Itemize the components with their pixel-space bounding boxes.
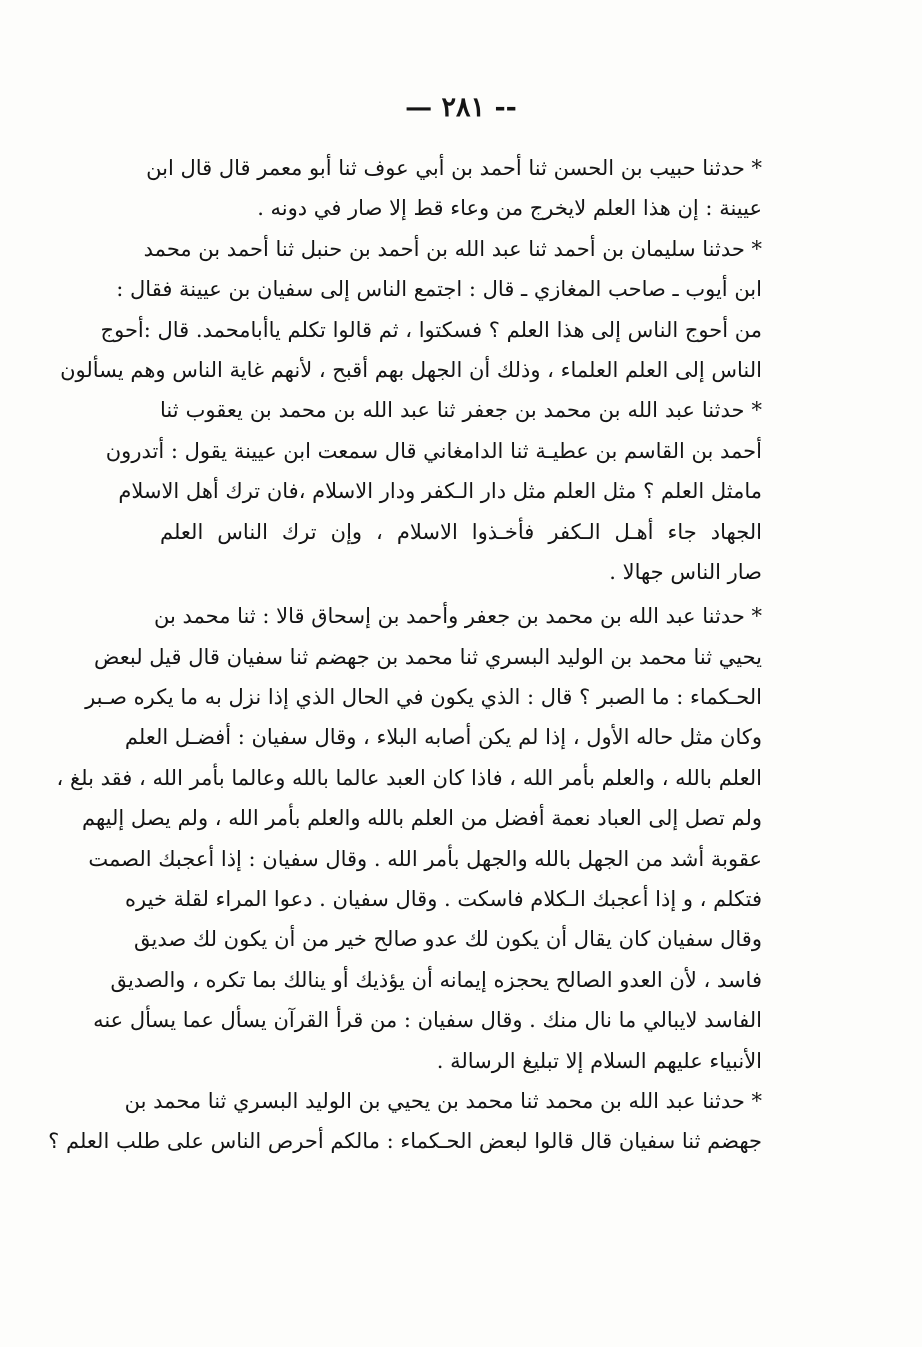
text-line: عيينة : إن هذا العلم لايخرج من وعاء قط إلا صار في دونه . (257, 196, 762, 221)
text-line: مامثل العلم ؟ مثل العلم مثل دار الـكفر ودار الاسلام ،فان ترك أهل الاسلام (118, 479, 762, 504)
text-line: عقوبة أشد من الجهل بالله والجهل بأمر الله . وقال سفيان : إذا أعجبك الصمت (88, 846, 762, 871)
text-line: من أحوج الناس إلى هذا العلم ؟ فسكتوا ، ثم قالوا تكلم ياأبامحمد. قال :أحوج (100, 317, 762, 342)
body-text (48, 148, 762, 1162)
text-line: الأنبياء عليهم السلام إلا تبليغ الرسالة . (436, 1048, 762, 1073)
text-line: يحيي ثنا محمد بن الوليد البسري ثنا محمد بن جهضم ثنا سفيان قال قيل لبعض (94, 644, 762, 669)
page-number: — ٢٨١ -- (405, 92, 517, 123)
text-line: جهضم ثنا سفيان قال قالوا لبعض الحـكماء : مالكم أحرص الناس على طلب العلم ؟ (48, 1129, 762, 1154)
text-line: وقال سفيان كان يقال أن يكون لك عدو صالح خير من أن يكون لك صديق (134, 927, 762, 952)
text-line: ولم تصل إلى العباد نعمة أفضل من العلم بالله والعلم بأمر الله ، ولم يصل إليهم (82, 806, 762, 831)
text-line: أحمد بن القاسم بن عطيـة ثنا الدامغاني قال سمعت ابن عيينة يقول : أتدرون (105, 438, 762, 463)
text-line: * حدثنا عبد الله بن محمد بن جعفر ثنا عبد الله بن محمد بن يعقوب ثنا (160, 398, 762, 423)
text-line: صار الناس جهالا . (609, 559, 762, 584)
text-line: * حدثنا حبيب بن الحسن ثنا أحمد بن أبي عوف ثنا أبو معمر قال قال ابن (146, 156, 762, 180)
text-line: الجهاد جاء أهـل الـكفر فأخـذوا الاسلام ، وإن ترك الناس العلم (160, 519, 762, 544)
text-line: * حدثنا عبد الله بن محمد ثنا محمد بن يحيي بن الوليد البسري ثنا محمد بن (124, 1088, 762, 1113)
text-line: الحـكماء : ما الصبر ؟ قال : الذي يكون في الحال الذي إذا نزل به ما يكره صـبر (85, 685, 762, 710)
text-line: فاسد ، لأن العدو الصالح يحجزه إيمانه أن يؤذيك أو ينالك بما تكره ، والصديق (110, 967, 762, 992)
text-line: فتكلم ، و إذا أعجبك الـكلام فاسكت . وقال سفيان . دعوا المراء لقلة خيره (125, 887, 762, 912)
text-line: * حدثنا سليمان بن أحمد ثنا عبد الله بن أحمد بن حنبل ثنا أحمد بن محمد (143, 236, 762, 261)
text-line: الناس إلى العلم العلماء ، وذلك أن الجهل بهم أقبح ، لأنهم غاية الناس وهم يسألون (60, 357, 762, 382)
text-line: الفاسد لايبالي ما نال منك . وقال سفيان : من قرأ القرآن يسأل عما يسأل عنه (93, 1008, 762, 1033)
text-line: ابن أيوب ـ صاحب المغازي ـ قال : اجتمع الناس إلى سفيان بن عيينة فقال : (116, 277, 762, 302)
text-line: * حدثنا عبد الله بن محمد بن جعفر وأحمد بن إسحاق قالا : ثنا محمد بن (154, 604, 762, 629)
text-line: وكان مثل حاله الأول ، إذا لم يكن أصابه البلاء ، وقال سفيان : أفضـل العلم (124, 725, 762, 750)
text-line: العلم بالله ، والعلم بأمر الله ، فاذا كان العبد عالما بالله وعالما بأمر الله ، فقد بلغ ، (56, 765, 762, 790)
